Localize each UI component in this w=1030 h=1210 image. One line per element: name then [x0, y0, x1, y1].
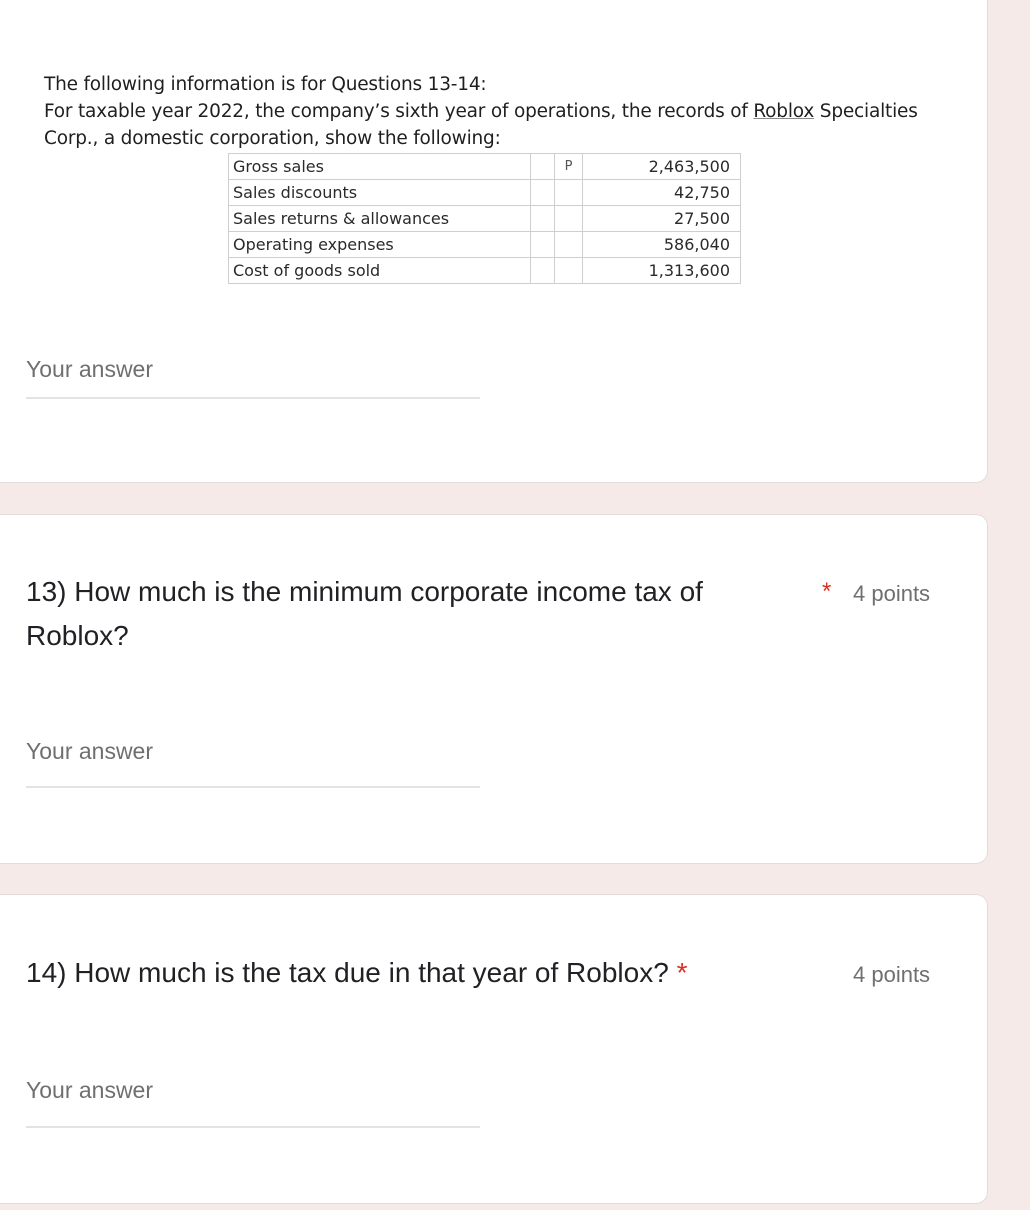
answer-input-1[interactable]: Your answer — [26, 356, 154, 382]
answer-input-14[interactable]: Your answer — [26, 1077, 154, 1103]
question-13-line-2: Roblox? — [26, 620, 129, 651]
question-13-text — [26, 570, 786, 658]
row-label: Cost of goods sold — [229, 258, 531, 284]
table-row — [229, 180, 741, 206]
question-13-line-1: 13) How much is the minimum corporate income tax of — [26, 576, 703, 607]
currency-cell: P — [555, 154, 583, 180]
table-row — [229, 154, 741, 180]
intro-line-3: Corp., a domestic corporation, show the following: — [44, 128, 501, 149]
required-asterisk: * — [822, 578, 832, 605]
row-label: Sales discounts — [229, 180, 531, 206]
intro-line-2-prefix: For taxable year 2022, the company’s sixth year of operations, the records of — [44, 101, 754, 122]
row-value: 586,040 — [583, 232, 741, 258]
intro-line-2-suffix: Specialties — [814, 101, 918, 122]
row-value: 2,463,500 — [583, 154, 741, 180]
row-label: Gross sales — [229, 154, 531, 180]
table-row — [229, 258, 741, 284]
answer-underline-14 — [26, 1126, 480, 1128]
answer-underline-1 — [26, 397, 480, 399]
row-label: Sales returns & allowances — [229, 206, 531, 232]
answer-input-13[interactable]: Your answer — [26, 738, 154, 764]
row-value: 27,500 — [583, 206, 741, 232]
question-14-label: 14) How much is the tax due in that year of Roblox? — [26, 957, 669, 988]
intro-line-1: The following information is for Questions 13-14: — [44, 74, 487, 95]
info-card — [0, 0, 988, 483]
points-label: 4 points — [853, 962, 931, 987]
row-label: Operating expenses — [229, 232, 531, 258]
answer-underline-13 — [26, 786, 480, 788]
question-card-14 — [0, 894, 988, 1204]
table-row — [229, 232, 741, 258]
row-value: 42,750 — [583, 180, 741, 206]
required-asterisk: * — [676, 957, 688, 988]
company-name: Roblox — [753, 101, 815, 122]
points-label: 4 points — [853, 581, 931, 606]
question-14-text — [26, 951, 786, 995]
row-value: 1,313,600 — [583, 258, 741, 284]
question-card-13 — [0, 514, 988, 864]
intro-line-2 — [44, 98, 918, 125]
table-row — [229, 206, 741, 232]
financial-data-table — [228, 153, 741, 284]
